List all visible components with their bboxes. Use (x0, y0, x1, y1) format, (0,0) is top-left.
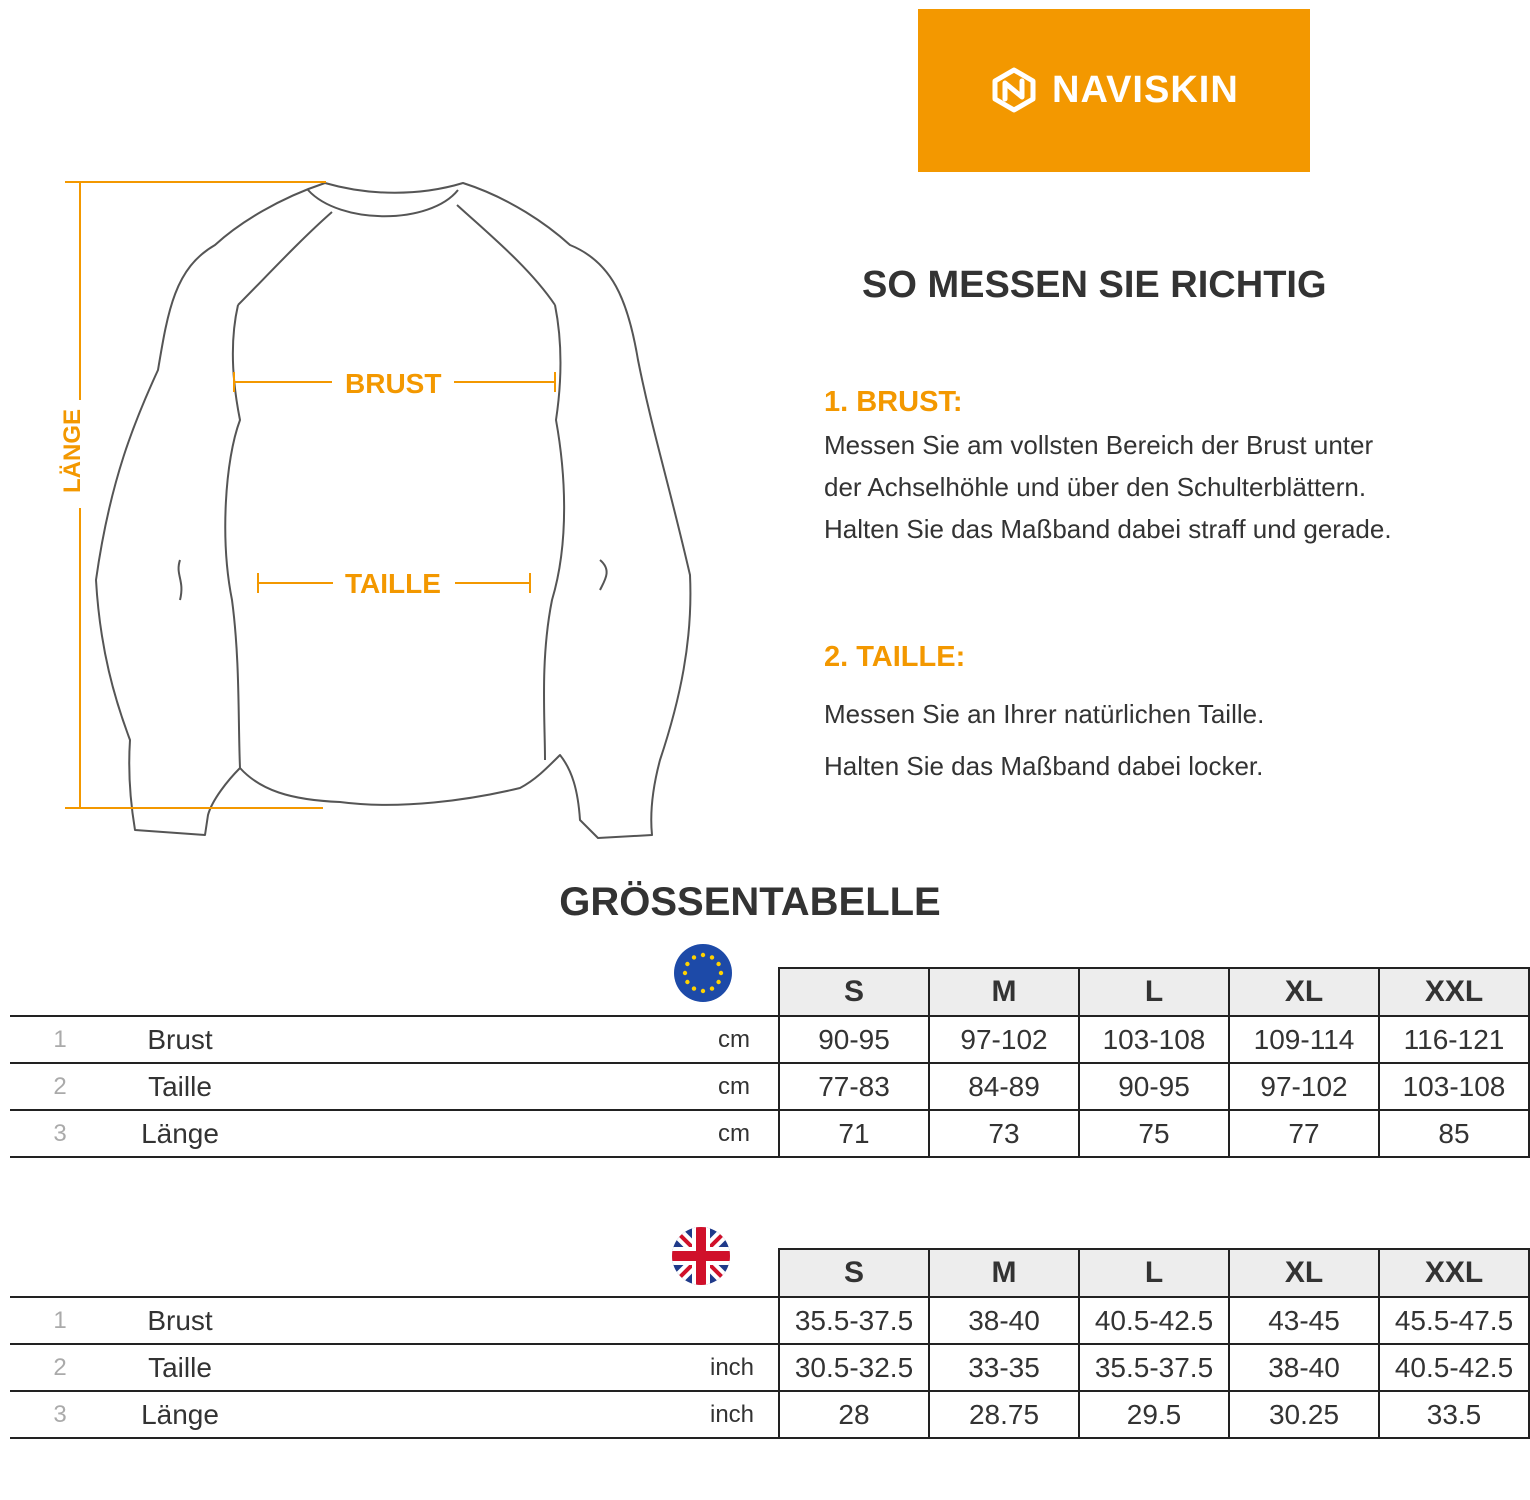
cell-value: 85 (1379, 1110, 1529, 1157)
naviskin-logo-icon (992, 68, 1036, 112)
cell-value: 33-35 (929, 1344, 1079, 1391)
cell-value: 40.5-42.5 (1379, 1344, 1529, 1391)
table-header-row (10, 968, 1529, 1016)
cell-value: 30.25 (1229, 1391, 1379, 1438)
size-header-s: S (779, 968, 929, 1016)
size-header-xxl: XXL (1379, 1249, 1529, 1297)
cell-value: 103-108 (1079, 1016, 1229, 1063)
cell-value: 77-83 (779, 1063, 929, 1110)
cell-value: 28.75 (929, 1391, 1079, 1438)
cell-value: 45.5-47.5 (1379, 1297, 1529, 1344)
cuff-left (179, 560, 182, 600)
howto-title: SO MESSEN SIE RICHTIG (862, 264, 1327, 306)
row-unit: cm (710, 1110, 779, 1157)
size-header-m: M (929, 968, 1079, 1016)
cell-value: 28 (779, 1391, 929, 1438)
row-name: Brust (110, 1297, 250, 1344)
cell-value: 97-102 (929, 1016, 1079, 1063)
body-left (225, 305, 240, 768)
howto-waist-line-2: Halten Sie das Maßband dabei locker. (824, 751, 1264, 781)
cell-value: 75 (1079, 1110, 1229, 1157)
size-header-l: L (1079, 1249, 1229, 1297)
row-unit: inch (710, 1344, 779, 1391)
raglan-right (457, 205, 555, 305)
cell-value: 97-102 (1229, 1063, 1379, 1110)
row-unit: cm (710, 1016, 779, 1063)
size-header-xl: XL (1229, 1249, 1379, 1297)
cell-value: 40.5-42.5 (1079, 1297, 1229, 1344)
size-header-m: M (929, 1249, 1079, 1297)
size-header-xxl: XXL (1379, 968, 1529, 1016)
size-header-xl: XL (1229, 968, 1379, 1016)
howto-chest-title: 1. BRUST: (824, 386, 963, 418)
size-table-uk (10, 1248, 1530, 1439)
howto-chest-line-3: Halten Sie das Maßband dabei straff und gerade. (824, 514, 1392, 544)
cell-value: 30.5-32.5 (779, 1344, 929, 1391)
brand-name: NAVISKIN (1052, 69, 1239, 111)
cell-value: 103-108 (1379, 1063, 1529, 1110)
cell-value: 38-40 (929, 1297, 1079, 1344)
cell-value: 43-45 (1229, 1297, 1379, 1344)
row-index: 1 (10, 1297, 110, 1344)
cell-value: 84-89 (929, 1063, 1079, 1110)
row-index: 2 (10, 1063, 110, 1110)
row-unit: inch (710, 1391, 779, 1438)
table-row (10, 1110, 1529, 1157)
row-name: Brust (110, 1016, 250, 1063)
howto-waist-text (824, 688, 1264, 792)
cell-value: 116-121 (1379, 1016, 1529, 1063)
howto-chest-line-2: der Achselhöhle und über den Schulterblättern. (824, 472, 1367, 502)
row-unit: cm (710, 1063, 779, 1110)
row-index: 3 (10, 1391, 110, 1438)
table-row (10, 1063, 1529, 1110)
length-label: LÄNGE (59, 409, 86, 493)
table-row (10, 1344, 1529, 1391)
cell-value: 29.5 (1079, 1391, 1229, 1438)
waist-label: TAILLE (345, 568, 441, 599)
eu-star-icon (716, 962, 720, 966)
row-index: 1 (10, 1016, 110, 1063)
howto-waist-title: 2. TAILLE: (824, 641, 966, 673)
cell-value: 33.5 (1379, 1391, 1529, 1438)
cell-value: 73 (929, 1110, 1079, 1157)
table-row (10, 1391, 1529, 1438)
howto-waist-line-1: Messen Sie an Ihrer natürlichen Taille. (824, 699, 1265, 729)
cuff-right (600, 560, 607, 590)
table-row (10, 1016, 1529, 1063)
cell-value: 35.5-37.5 (779, 1297, 929, 1344)
chest-label: BRUST (345, 368, 442, 399)
cell-value: 38-40 (1229, 1344, 1379, 1391)
size-table-title: GRÖSSENTABELLE (559, 880, 941, 924)
cell-value: 35.5-37.5 (1079, 1344, 1229, 1391)
cell-value: 109-114 (1229, 1016, 1379, 1063)
row-unit (710, 1297, 779, 1344)
row-name: Länge (110, 1391, 250, 1438)
row-name: Taille (110, 1344, 250, 1391)
row-name: Länge (110, 1110, 250, 1157)
size-header-l: L (1079, 968, 1229, 1016)
raglan-left (238, 212, 332, 305)
cell-value: 90-95 (1079, 1063, 1229, 1110)
eu-star-icon (701, 953, 705, 957)
eu-star-icon (692, 955, 696, 959)
row-name: Taille (110, 1063, 250, 1110)
row-index: 3 (10, 1110, 110, 1157)
row-index: 2 (10, 1344, 110, 1391)
size-table-eu (10, 967, 1530, 1158)
howto-chest-line-1: Messen Sie am vollsten Bereich der Brust unter (824, 430, 1374, 460)
shirt-outline (96, 183, 690, 838)
size-header-s: S (779, 1249, 929, 1297)
eu-star-icon (685, 962, 689, 966)
shirt-diagram (60, 170, 710, 850)
cell-value: 71 (779, 1110, 929, 1157)
cell-value: 77 (1229, 1110, 1379, 1157)
table-header-row (10, 1249, 1529, 1297)
eu-star-icon (710, 955, 714, 959)
howto-chest-text (824, 424, 1392, 550)
cell-value: 90-95 (779, 1016, 929, 1063)
table-row (10, 1297, 1529, 1344)
